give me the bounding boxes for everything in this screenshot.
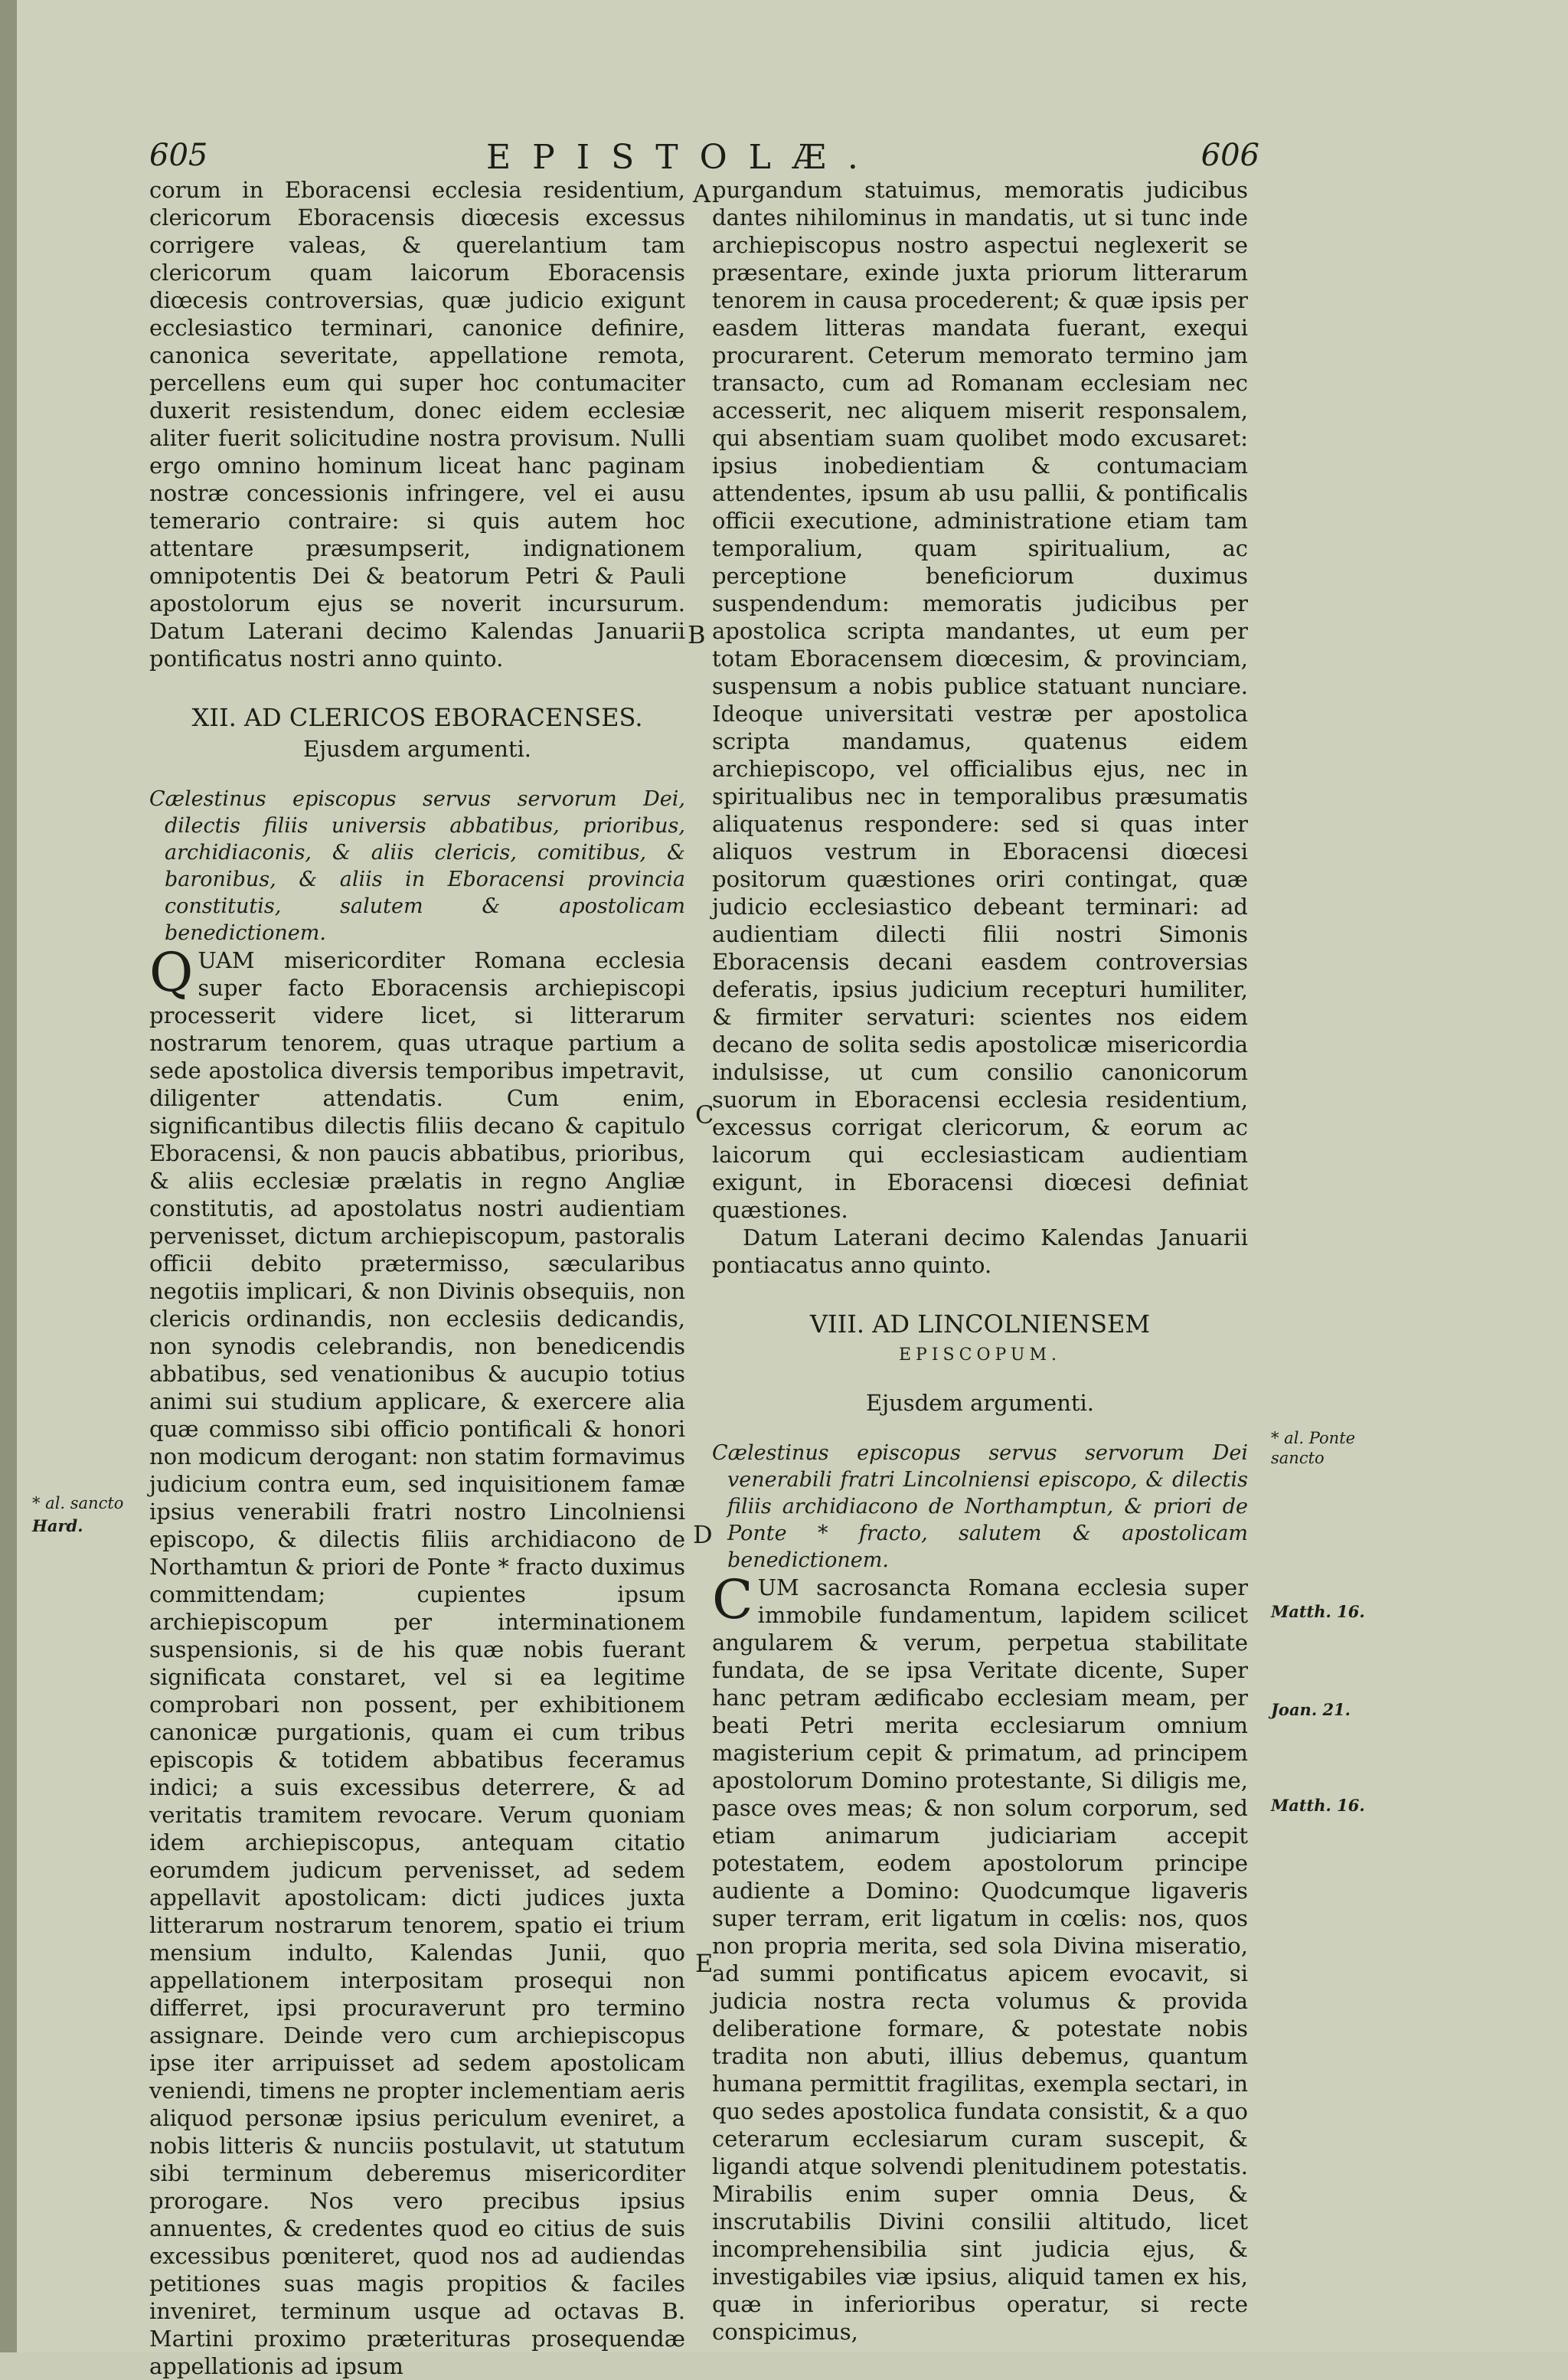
section-marker-d: D	[693, 1520, 713, 1549]
right-column	[712, 176, 1248, 2346]
section-marker-e: E	[695, 1949, 714, 1978]
left-para2-caps: UAM	[198, 947, 255, 973]
right-paragraph-2	[712, 1568, 1248, 2346]
right-para2-caps: UM	[757, 1574, 799, 1600]
left-paragraph-2	[149, 941, 685, 2380]
page-number-right: 606	[1200, 138, 1259, 173]
right-salutation: Cælestinus episcopus servus servorum Dei venerabili fratri Lincolniensi episcopo, & dilectis filiis archidiacono de Northamptun, & priori de Ponte * fracto, salutem & apostolicam benedictionem.	[712, 1441, 1248, 1572]
margin-note-matth-2: Matth. 16.	[1271, 1796, 1365, 1815]
left-section-heading: XII. AD CLERICOS EBORACENSES.	[191, 703, 643, 732]
left-paragraph-1: corum in Eboracensi ecclesia residentium, clericorum Eboracensis diœcesis excessus corrigere valeas, & querelantium tam clericorum quam laicorum Eboracensis diœcesis controversias, quæ judicio exigunt ecclesiastico terminari, canonice definire, canonica severitate, appellatione remota, percellens eum qui super hoc contumaciter duxerit resistendum, donec eidem ecclesiæ aliter fuerit solicitudine nostra provisum. Nulli ergo omnino hominum liceat hanc paginam nostræ concessionis infringere, vel ei ausu temerario contraire: si quis autem hoc attentare præsumpserit, indignationem omnipotentis Dei & beatorum Petri & Pauli apostolorum ejus se noverit incursurum. Datum Laterani decimo Kalendas Januarii pontificatus nostri anno quinto.	[149, 177, 685, 672]
section-marker-b: B	[688, 620, 706, 649]
right-para2-text: sacrosancta Romana ecclesia super immobile fundamentum, lapidem scilicet angularem & verum, perpetua stabilitate fundata, de se ipsa Veritate dicente, Super hanc petram ædificabo ecclesiam meam, per beati Petri merita ecclesiarum omnium magisterium cepit & primatum, ad principem apostolorum Domino protestante, Si diligis me, pasce oves meas; & non solum corporum, sed etiam animarum judiciariam accepit potestatem, eodem apostolorum principe audiente a Domino: Quodcumque ligaveris super terram, erit ligatum in cœlis: nos, quos non propria merita, sed sola Divina miseratio, ad summi pontificatus apicem evocavit, si judicia nostra recta volumus & provida deliberatione formare, & potestate nobis tradita non abuti, illius debemus, quantum humana permittit fragilitas, exempla sectari, in quo sedes apostolica fundata consistit, & a quo ceterarum ecclesiarum curam suscepit, & ligandi atque solvendi plenitudinem potestatis. Mirabilis enim super omnia Deus, & inscrutabilis Divini consilii altitudo, licet incomprehensibilia sint judicia ejus, & investigabiles viæ ipsius, aliquid tamen ex his, quæ in inferioribus operatur, si recte conspicimus,	[712, 1574, 1248, 2345]
section-marker-c: C	[695, 1100, 714, 1130]
margin-note-joan: Joan. 21.	[1271, 1700, 1351, 1719]
left-column	[149, 176, 685, 2380]
margin-note-al-sancto: * al. sancto	[32, 1494, 124, 1512]
left-salutation: Cælestinus episcopus servus servorum Dei, dilectis filiis universis abbatibus, prioribus, archidiaconis, & aliis clericis, comitibus, & baronibus, & aliis in Eboracensi provincia constitutis, salutem & apostolicam benedictionem.	[149, 787, 685, 945]
dropcap-q: Q	[149, 941, 194, 1004]
dropcap-c: C	[712, 1568, 753, 1631]
margin-note-hard: Hard.	[32, 1516, 83, 1535]
right-section-heading-2: EPISCOPUM.	[899, 1345, 1061, 1365]
running-title: EPISTOLÆ.	[486, 138, 880, 177]
right-section-subheading: Ejusdem argumenti.	[865, 1390, 1095, 1416]
margin-note-matth-1: Matth. 16.	[1271, 1602, 1365, 1621]
right-paragraph-1: purgandum statuimus, memoratis judicibus dantes nihilominus in mandatis, ut si tunc inde archiepiscopus nostro aspectui neglexerit se præsentare, exinde juxta priorum litterarum tenorem in causa procederent; & quæ ipsis per easdem litteras mandata fuerant, exequi procurarent. Ceterum memorato termino jam transacto, cum ad Romanam ecclesiam nec accesserit, nec aliquem miserit responsalem, qui absentiam suam quolibet modo excusaret: ipsius inobedientiam & contumaciam attendentes, ipsum ab usu pallii, & pontificalis officii executione, administratione etiam tam temporalium, quam spiritualium, ac perceptione beneficiorum duximus suspendendum: memoratis judicibus per apostolica scripta mandantes, ut eum per totam Eboracensem diœcesim, & provinciam, suspensum a nobis publice statuant nunciare. Ideoque universitati vestræ per apostolica scripta mandamus, quatenus eidem archiepiscopo, vel officialibus ejus, nec in spiritualibus nec in temporalibus præsumatis aliquatenus respondere: sed si quas inter aliquos vestrum in Eboracensi diœcesi positorum quæstiones oriri contingat, quæ judicio ecclesiastico debeant terminari: ad audientiam dilecti filii nostri Simonis Eboracensis decani easdem controversias deferatis, ipsius judicium recepturi humiliter, & firmiter servaturi: scientes nos eidem decano de solita sedis apostolicæ misericordia indulsisse, ut cum consilio canonicorum suorum in Eboracensi ecclesia residentium, excessus corrigat clericorum, & eorum ac laicorum qui ecclesiasticam audientiam exigunt, in Eboracensi diœcesi definiat quæstiones.	[712, 177, 1248, 1223]
margin-note-ponte-sancto: * al. Ponte sancto	[1271, 1429, 1356, 1467]
book-spine	[0, 0, 17, 2352]
left-para2-text: misericorditer Romana ecclesia super facto Eboracensis archiepiscopi processerit videre licet, si litterarum nostrarum tenorem, quas utraque partium a sede apostolica diversis temporibus impetravit, diligenter attendatis. Cum enim, significantibus dilectis filiis decano & capitulo Eboracensi, & non paucis abbatibus, prioribus, & aliis ecclesiæ prælatis in regno Angliæ constitutis, ad apostolatus nostri audientiam pervenisset, dictum archiepiscopum, pastoralis officii debito prætermisso, sæcularibus negotiis implicari, & non Divinis obsequiis, non clericis ordinandis, non ecclesiis dedicandis, non synodis celebrandis, non benedicendis abbatibus, sed venationibus & aucupio totius animi sui studium applicare, & exercere alia quæ commisso sibi officio pontificali & honori non modicum derogant: non statim formavimus judicium contra eum, sed inquisitionem famæ ipsius venerabili fratri nostro Lincolniensi episcopo, & dilectis filiis archidiacono de Northamtun & priori de Ponte * fracto duximus committendam; cupientes ipsum archiepiscopum per interminationem suspensionis, si de his quæ nobis fuerant significata constaret, vel si ea legitime comprobari non possent, per exhibitionem canonicæ purgationis, quam ei cum tribus episcopis & totidem abbatibus feceramus indici; a suis excessibus deterrere, & ad veritatis tramitem revocare. Verum quoniam idem archiepiscopus, antequam citatio eorumdem judicum pervenisset, ad sedem appellavit apostolicam: dicti judices juxta litterarum nostrarum tenorem, spatio ei trium mensium indulto, Kalendas Junii, quo appellationem interpositam prosequi non differret, ipsi procuraverunt pro termino assignare. Deinde vero cum archiepiscopus ipse iter arripuisset ad sedem apostolicam veniendi, timens ne propter inclementiam aeris aliquod personæ ipsius periculum eveniret, a nobis litteris & nunciis postulavit, ut statutum sibi terminum deberemus misericorditer prorogare. Nos vero precibus ipsius annuentes, & credentes quod eo citius de suis excessibus pœniteret, quod nos ad audiendas petitiones suas magis propitios & faciles inveniret, terminum usque ad octavas B. Martini proximo præterituras prosequendæ appellationis ad ipsum	[149, 947, 685, 2379]
section-marker-a: A	[693, 179, 711, 208]
left-section-subheading: Ejusdem argumenti.	[302, 736, 532, 762]
right-section-heading: VIII. AD LINCOLNIENSEM	[809, 1309, 1151, 1339]
page-number-left: 605	[149, 138, 208, 173]
right-datum: Datum Laterani decimo Kalendas Januarii pontiacatus anno quinto.	[712, 1224, 1248, 1278]
